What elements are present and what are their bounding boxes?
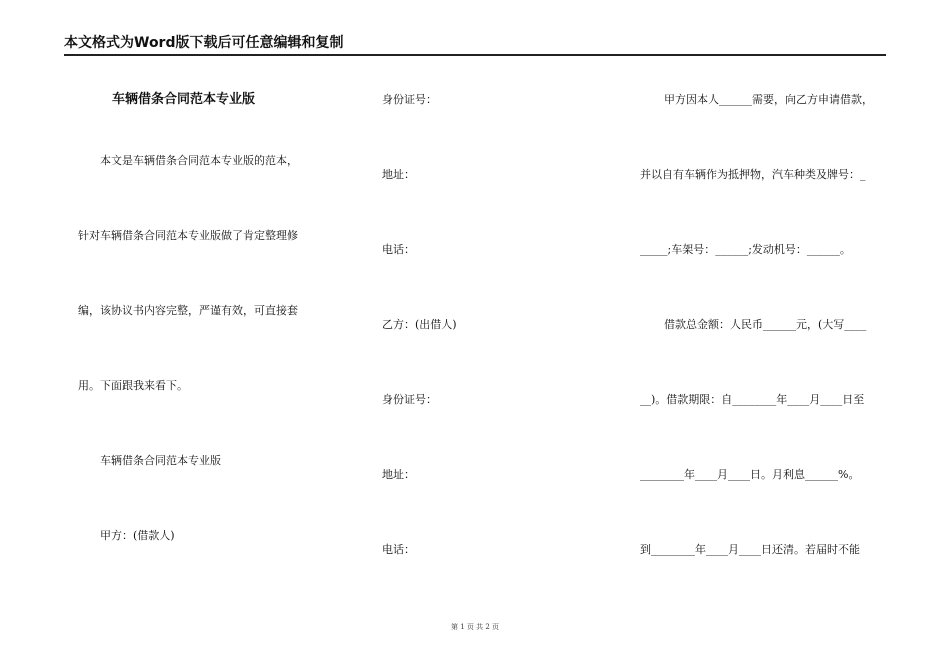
paragraph-line: 用。下面跟我来看下。 (78, 379, 188, 392)
header-title: 本文格式为Word版下载后可任意编辑和复制 (64, 35, 344, 51)
id-number-label: 身份证号： (382, 93, 437, 106)
left-column (0, 0, 340, 620)
paragraph-line: __)。借款期限：自________年____月____日至 (640, 393, 865, 406)
paragraph-line: 编，该协议书内容完整，严谨有效，可直接套 (78, 304, 298, 317)
address-label: 地址： (382, 168, 415, 181)
right-column (620, 0, 900, 620)
paragraph-line: _____;车架号：______;发动机号：______。 (640, 243, 851, 256)
id-number-label: 身份证号： (382, 393, 437, 406)
paragraph-line: 甲方因本人______需要，向乙方申请借款， (664, 93, 873, 106)
paragraph-line: 针对车辆借条合同范本专业版做了肯定整理修 (78, 229, 298, 242)
paragraph-line: 并以自有车辆作为抵押物，汽车种类及牌号：_ (640, 168, 866, 181)
paragraph-line: 到________年____月____日还清。若届时不能 (640, 543, 860, 556)
address-label: 地址： (382, 468, 415, 481)
document-title: 车辆借条合同范本专业版 (112, 92, 256, 107)
party-a-label: 甲方：(借款人) (100, 529, 175, 542)
page-footer: 第 1 页 共 2 页 (450, 623, 500, 631)
paragraph-line: ________年____月____日。月利息______%。 (640, 468, 860, 481)
section-heading: 车辆借条合同范本专业版 (100, 454, 221, 467)
middle-column (360, 0, 610, 620)
phone-label: 电话： (382, 243, 415, 256)
party-b-label: 乙方：(出借人) (382, 318, 457, 331)
paragraph-line: 本文是车辆借条合同范本专业版的范本， (100, 154, 298, 167)
phone-label: 电话： (382, 543, 415, 556)
paragraph-line: 借款总金额：人民币______元，(大写____ (664, 318, 867, 331)
